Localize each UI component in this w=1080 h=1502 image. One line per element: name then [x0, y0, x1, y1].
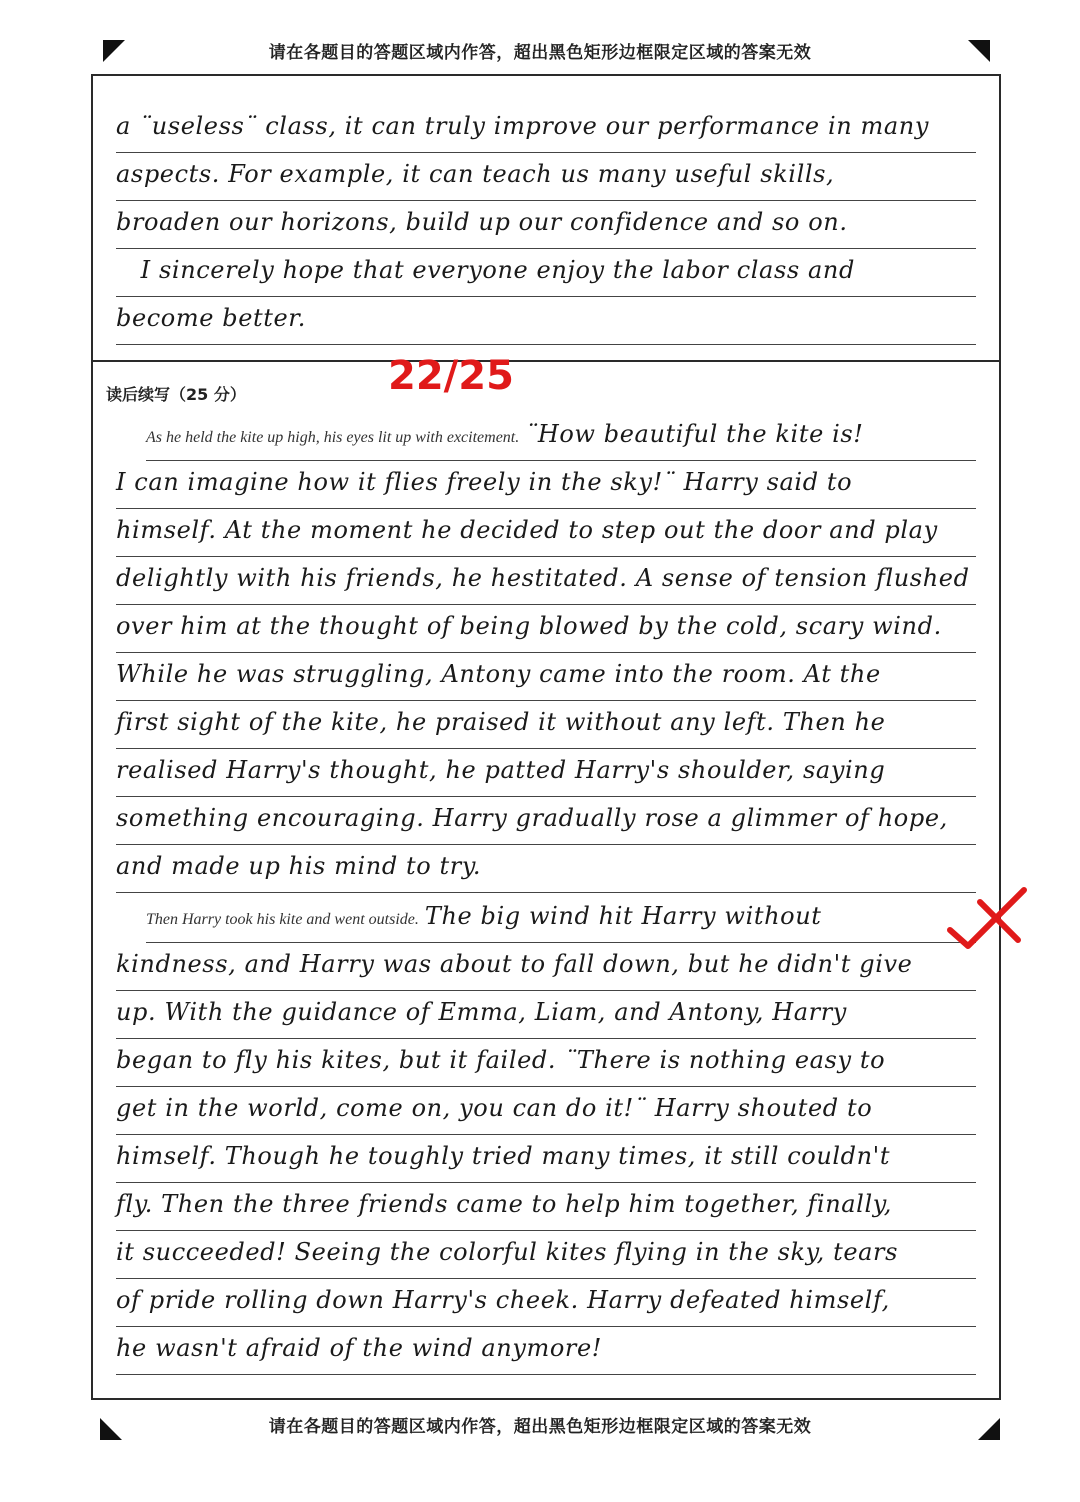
- corner-mark-top-left: [103, 40, 125, 62]
- para1-prompt: As he held the kite up high, his eyes lit up with excitement.: [146, 429, 520, 446]
- answer-area-notice-top: 请在各题目的答题区域内作答，超出黑色矩形边框限定区域的答案无效: [268, 43, 812, 63]
- para2-line-3: up. With the guidance of Emma, Liam, and Antony, Harry: [116, 990, 976, 1039]
- para2-opening-text: The big wind hit Harry without: [424, 902, 822, 930]
- para2-line-2: kindness, and Harry was about to fall down, but he didn't give: [116, 942, 976, 991]
- para2-line-7: fly. Then the three friends came to help him together, finally,: [116, 1182, 976, 1231]
- para2-line-9: of pride rolling down Harry's cheek. Harry defeated himself,: [116, 1278, 976, 1327]
- para1-line-3: himself. At the moment he decided to step out the door and play: [116, 508, 976, 557]
- para1-opening-text: ¨How beautiful the kite is!: [525, 420, 864, 448]
- writing-line-2: aspects. For example, it can teach us many useful skills,: [116, 152, 976, 201]
- para1-first-line: [146, 412, 976, 461]
- score-mark: 22/25: [388, 353, 514, 399]
- para1-line-8: realised Harry's thought, he patted Harry's shoulder, saying: [116, 748, 976, 797]
- para1-line-6: While he was struggling, Antony came into the room. At the: [116, 652, 976, 701]
- writing-line-4: I sincerely hope that everyone enjoy the labor class and: [116, 248, 976, 297]
- para1-line-10: and made up his mind to try.: [116, 844, 976, 893]
- para1-line-5: over him at the thought of being blowed by the cold, scary wind.: [116, 604, 976, 653]
- para2-line-5: get in the world, come on, you can do it!¨ Harry shouted to: [116, 1086, 976, 1135]
- section-label: 读后续写（25 分）: [106, 385, 246, 404]
- para1-line-9: something encouraging. Harry gradually rose a glimmer of hope,: [116, 796, 976, 845]
- writing-line-1: a ¨useless¨ class, it can truly improve our performance in many: [116, 104, 976, 153]
- para2-line-10: he wasn't afraid of the wind anymore!: [116, 1326, 976, 1375]
- writing-line-3: broaden our horizons, build up our confidence and so on.: [116, 200, 976, 249]
- answer-area-notice-bottom: 请在各题目的答题区域内作答，超出黑色矩形边框限定区域的答案无效: [268, 1417, 812, 1437]
- para1-line-7: first sight of the kite, he praised it without any left. Then he: [116, 700, 976, 749]
- writing-line-5: become better.: [116, 296, 976, 345]
- para2-prompt: Then Harry took his kite and went outside.: [146, 911, 419, 928]
- para2-first-line: [146, 894, 976, 943]
- para2-line-8: it succeeded! Seeing the colorful kites flying in the sky, tears: [116, 1230, 976, 1279]
- para2-line-4: began to fly his kites, but it failed. ¨There is nothing easy to: [116, 1038, 976, 1087]
- corner-mark-top-right: [968, 40, 990, 62]
- para1-line-2: I can imagine how it flies freely in the sky!¨ Harry said to: [116, 460, 976, 509]
- para1-line-4: delightly with his friends, he hestitated. A sense of tension flushed: [116, 556, 976, 605]
- para2-line-6: himself. Though he toughly tried many times, it still couldn't: [116, 1134, 976, 1183]
- check-mark-icon: [940, 880, 1035, 955]
